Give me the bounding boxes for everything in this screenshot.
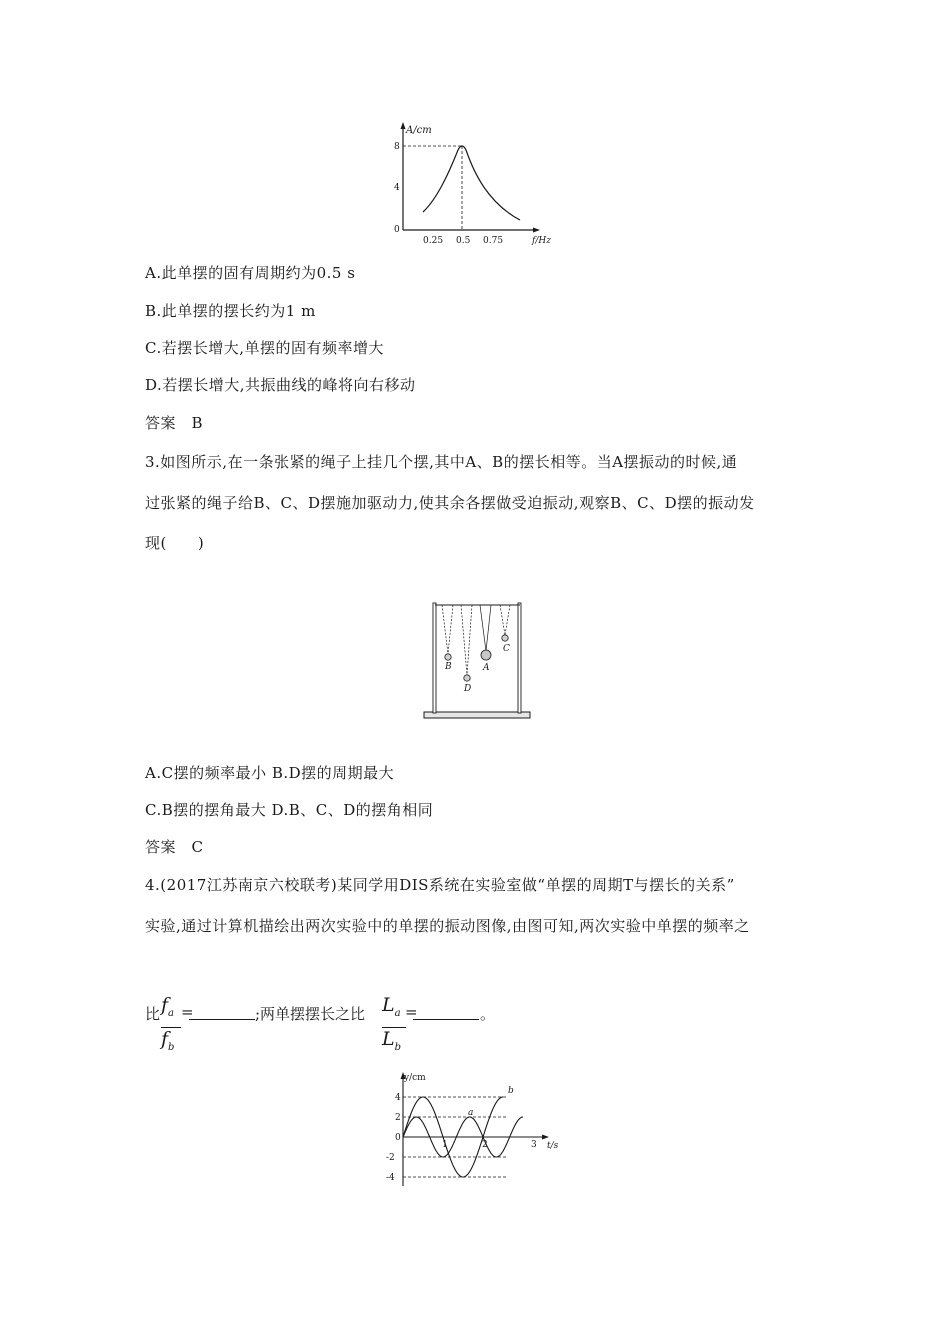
pendulum-apparatus-figure	[420, 598, 535, 723]
resonance-curve	[423, 146, 520, 220]
q2-option-a: A.此单摆的固有周期约为0.5 s	[145, 264, 356, 282]
suffix-text: 。	[480, 1005, 496, 1023]
frac2-den-sub: b	[394, 1041, 402, 1053]
curve-a-label: a	[468, 1108, 474, 1118]
frac1-den-sub: b	[168, 1041, 175, 1053]
left-post	[433, 603, 436, 713]
q3-text-line-2: 过张紧的绳子给B、C、D摆施加驱动力,使其余各摆做受迫振动,观察B、C、D摆的振动发	[145, 494, 755, 512]
pendulum-c	[500, 605, 510, 641]
y-tick-4: 4	[395, 1093, 401, 1103]
frac1-num: f	[161, 994, 169, 1016]
q2-option-b: B.此单摆的摆长约为1 m	[145, 302, 316, 320]
t-axis-label: t/s	[547, 1141, 559, 1151]
label-d: D	[464, 684, 472, 694]
q4-text-line-2: 实验,通过计算机描绘出两次实验中的单摆的振动图像,由图可知,两次实验中单摆的频率之	[145, 917, 750, 935]
fraction-f	[161, 995, 183, 1059]
q2-answer: 答案 B	[145, 414, 204, 432]
q3-options-line-1: A.C摆的频率最小 B.D摆的周期最大	[145, 764, 395, 782]
frac1-num-sub: a	[168, 1007, 175, 1019]
vibration-graph-figure	[365, 1068, 565, 1193]
q3-options-line-2: C.B摆的摆角最大 D.B、C、D的摆角相同	[145, 801, 434, 819]
answer-blank-1[interactable]	[189, 1005, 255, 1020]
y-tick-neg2: -2	[386, 1153, 395, 1163]
label-a: A	[483, 663, 490, 673]
resonance-curve-figure	[390, 118, 560, 248]
y-axis-label: A/cm	[406, 125, 432, 136]
q4-blank-line	[145, 994, 565, 1053]
base-plate	[424, 712, 530, 718]
t-tick-3: 3	[531, 1140, 537, 1150]
frac2-num: L	[382, 994, 395, 1016]
q3-text-line-1: 3.如图所示,在一条张紧的绳子上挂几个摆,其中A、B的摆长相等。当A摆振动的时候,通	[145, 453, 738, 471]
eq2: =	[405, 1003, 418, 1021]
t-tick-1: 1	[442, 1140, 448, 1150]
answer-blank-2[interactable]	[413, 1005, 479, 1020]
q2-option-c: C.若摆长增大,单摆的固有频率增大	[145, 339, 384, 357]
pendulum-b	[442, 605, 453, 660]
label-c: C	[503, 644, 510, 654]
eq1: =	[181, 1003, 194, 1021]
y-tick-neg4: -4	[386, 1173, 395, 1183]
frac1-den: f	[161, 1027, 169, 1050]
frac2-den: L	[382, 1027, 395, 1050]
q4-text-line-1: 4.(2017江苏南京六校联考)某同学用DIS系统在实验室做“单摆的周期T与摆长的关系”	[145, 876, 735, 894]
x-axis-label: f/Hz	[532, 236, 551, 246]
q3-text-line-3: 现( )	[145, 534, 205, 552]
y-axis-arrow	[401, 122, 406, 129]
y-tick-0: 0	[394, 225, 400, 235]
x-tick-0-75: 0.75	[483, 236, 504, 246]
y-axis-label: y/cm	[404, 1073, 426, 1083]
label-b: B	[445, 662, 452, 672]
pendulum-d	[461, 605, 472, 681]
q3-answer: 答案 C	[145, 838, 204, 856]
middle-text: ;两单摆摆长之比	[255, 1005, 366, 1023]
y-tick-0: 0	[395, 1133, 401, 1143]
frac2-num-sub: a	[394, 1007, 401, 1019]
t-tick-2: 2	[482, 1140, 488, 1150]
pendulum-a	[480, 605, 491, 660]
x-axis-arrow	[533, 228, 540, 233]
y-tick-4: 4	[394, 183, 400, 193]
t-axis-arrow	[542, 1135, 549, 1140]
prefix-text: 比	[145, 1005, 161, 1023]
right-post	[518, 603, 521, 713]
curve-b-label: b	[508, 1086, 514, 1096]
q2-option-d: D.若摆长增大,共振曲线的峰将向右移动	[145, 376, 416, 394]
x-tick-0-5: 0.5	[456, 236, 471, 246]
y-tick-2: 2	[395, 1113, 401, 1123]
x-tick-0-25: 0.25	[423, 236, 444, 246]
y-tick-8: 8	[394, 142, 400, 152]
